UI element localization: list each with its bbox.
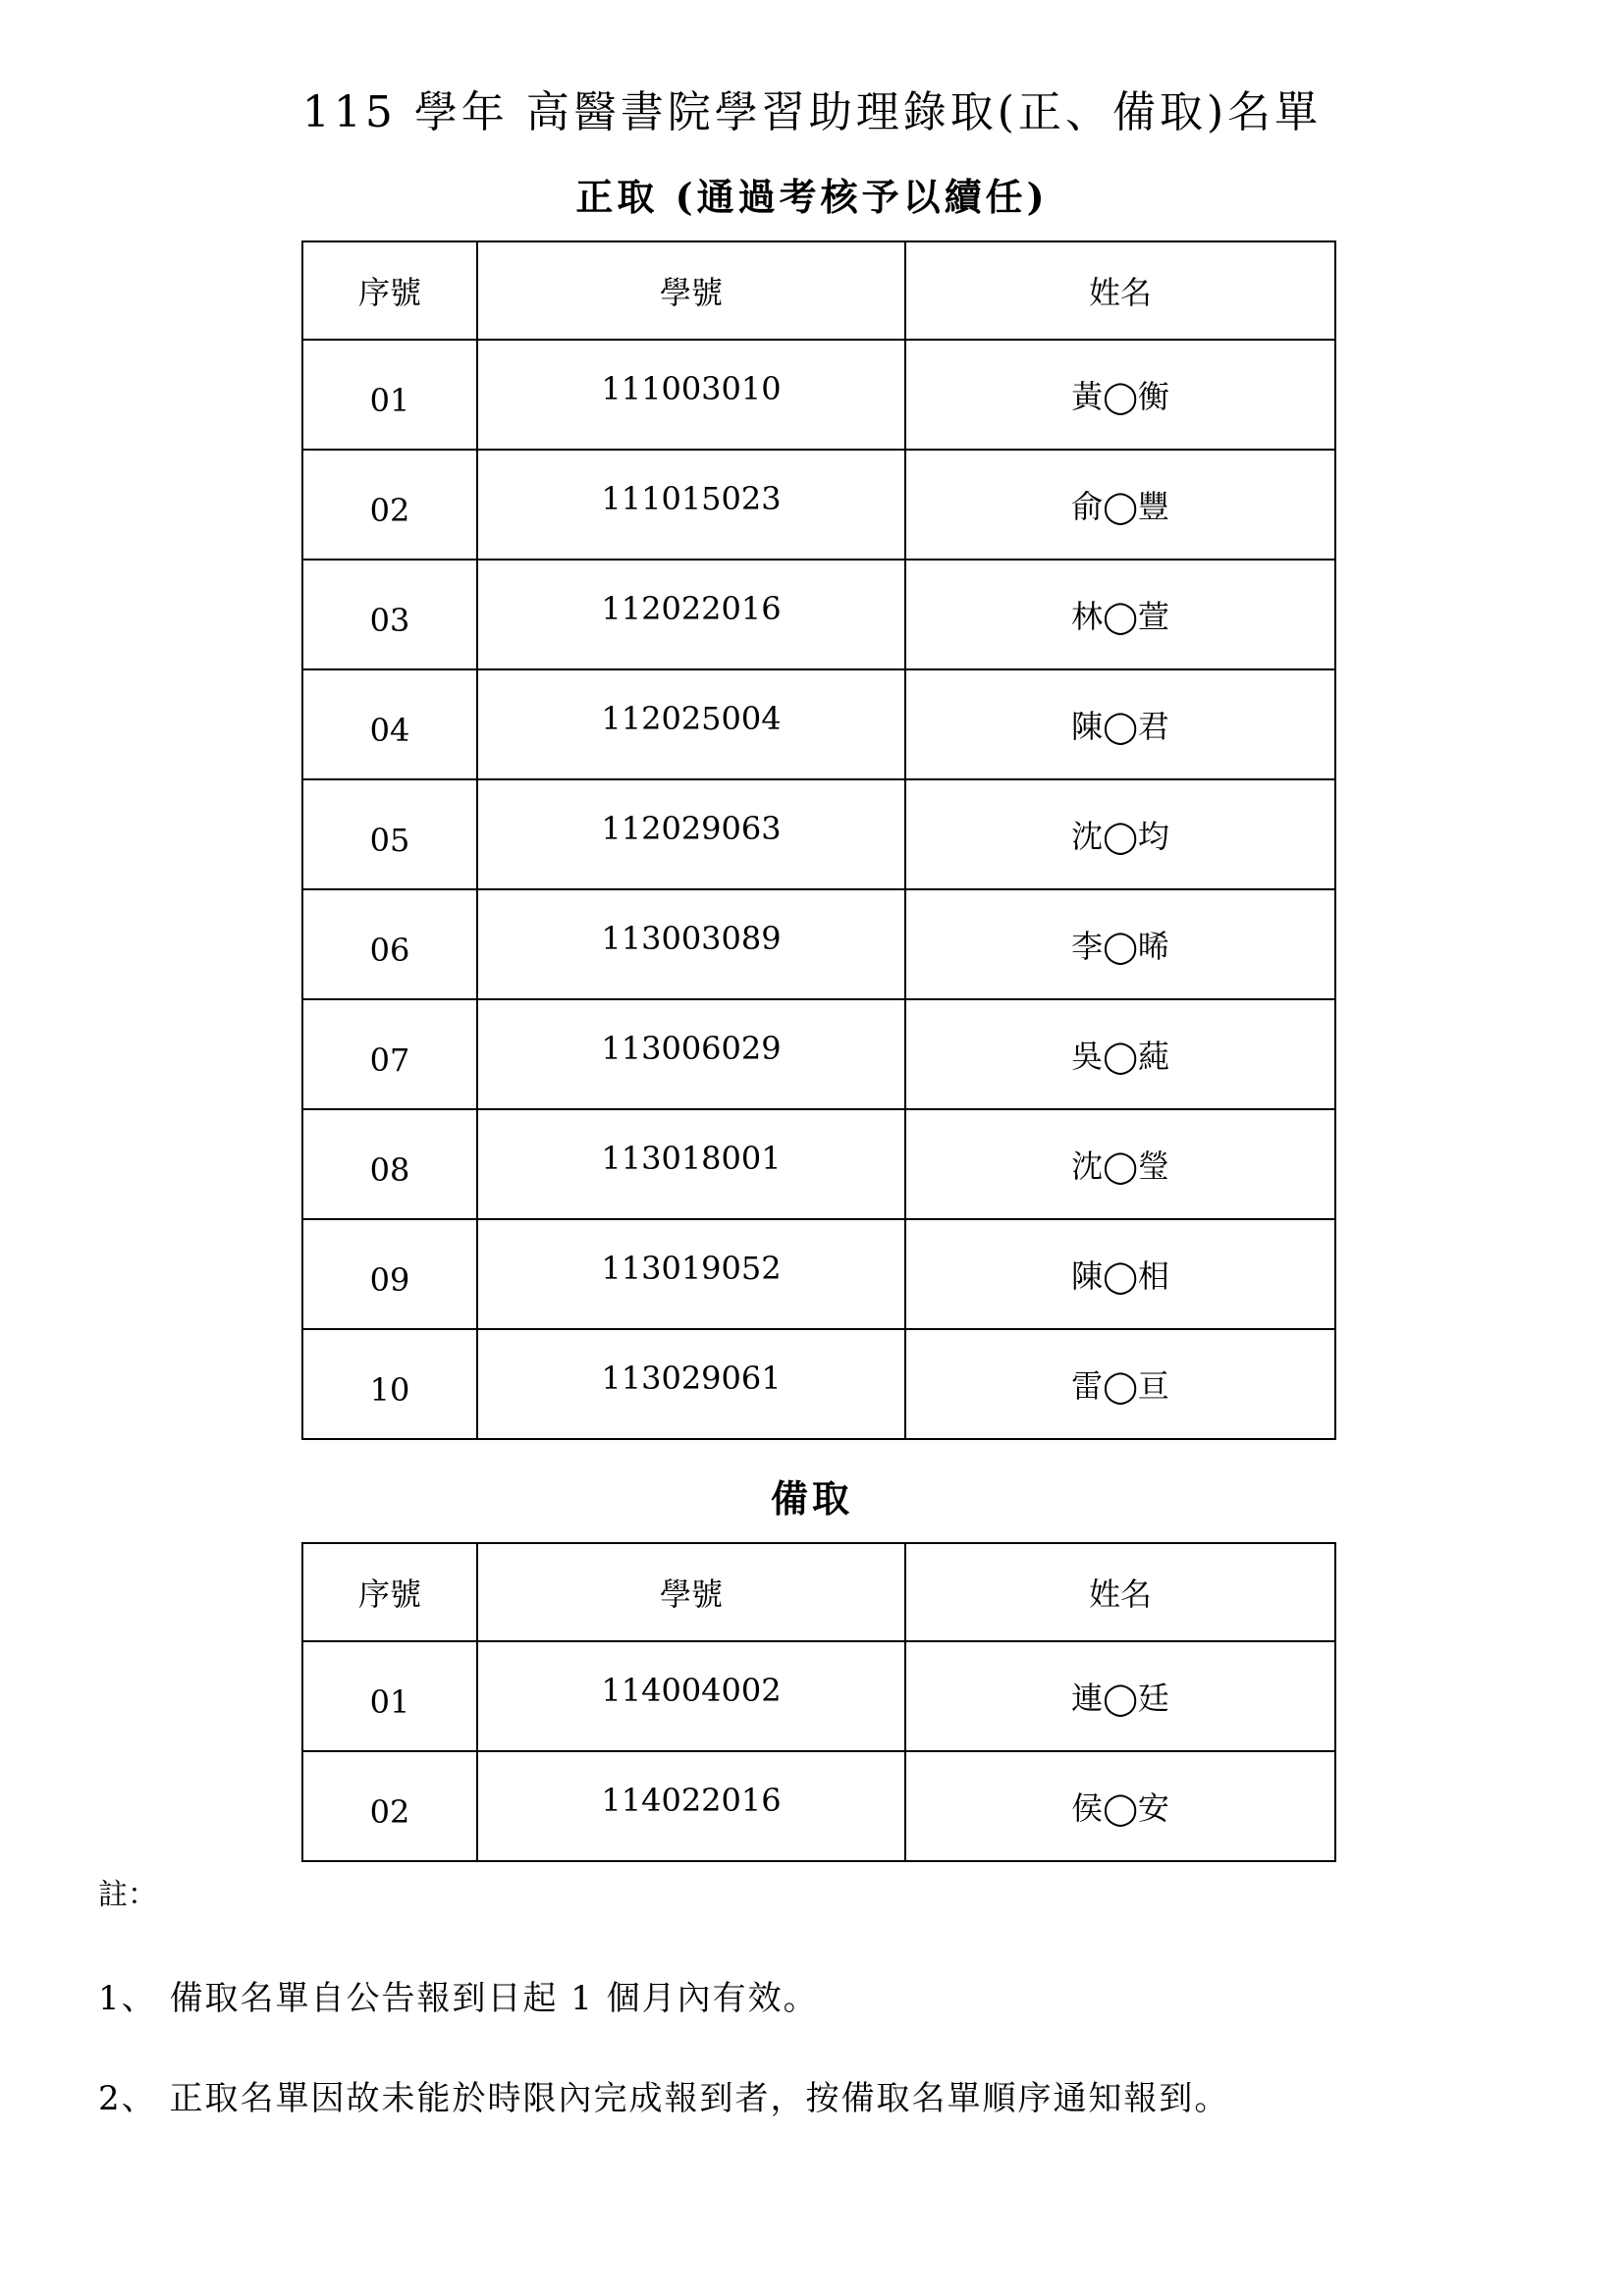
cell-student-id: 114022016 bbox=[477, 1751, 905, 1861]
table-row bbox=[302, 560, 1335, 669]
column-header-number: 序號 bbox=[302, 1543, 477, 1641]
table-row bbox=[302, 1329, 1335, 1439]
cell-name: 黃◯衡 bbox=[905, 340, 1335, 450]
cell-student-id: 111003010 bbox=[477, 340, 905, 450]
column-header-name: 姓名 bbox=[905, 241, 1335, 340]
table-header-row bbox=[302, 241, 1335, 340]
column-header-name: 姓名 bbox=[905, 1543, 1335, 1641]
waitlist-rows bbox=[302, 1641, 1335, 1861]
cell-number: 07 bbox=[302, 999, 477, 1109]
cell-student-id: 113019052 bbox=[477, 1219, 905, 1329]
cell-number: 03 bbox=[302, 560, 477, 669]
cell-student-id: 112025004 bbox=[477, 669, 905, 779]
note-item: 1、 備取名單自公告報到日起 1 個月內有效。 bbox=[98, 1979, 819, 2018]
cell-student-id: 112029063 bbox=[477, 779, 905, 889]
waitlist-table bbox=[301, 1542, 1336, 1862]
document-title: 115 學年 高醫書院學習助理錄取(正、備取)名單 bbox=[301, 87, 1323, 137]
cell-number: 05 bbox=[302, 779, 477, 889]
cell-student-id: 114004002 bbox=[477, 1641, 905, 1751]
column-header-student-id: 學號 bbox=[477, 1543, 905, 1641]
cell-number: 08 bbox=[302, 1109, 477, 1219]
table-row bbox=[302, 340, 1335, 450]
table-row bbox=[302, 779, 1335, 889]
notes-label: 註： bbox=[98, 1878, 157, 1912]
regular-admission-rows bbox=[302, 340, 1335, 1439]
cell-name: 李◯晞 bbox=[905, 889, 1335, 999]
cell-name: 沈◯瑩 bbox=[905, 1109, 1335, 1219]
cell-number: 06 bbox=[302, 889, 477, 999]
cell-number: 04 bbox=[302, 669, 477, 779]
cell-number: 01 bbox=[302, 1641, 477, 1751]
cell-number: 02 bbox=[302, 450, 477, 560]
cell-student-id: 113003089 bbox=[477, 889, 905, 999]
cell-number: 01 bbox=[302, 340, 477, 450]
regular-admission-heading: 正取 (通過考核予以續任) bbox=[575, 175, 1049, 219]
waitlist-heading: 備取 bbox=[770, 1476, 853, 1521]
cell-student-id: 113018001 bbox=[477, 1109, 905, 1219]
cell-name: 林◯萱 bbox=[905, 560, 1335, 669]
cell-student-id: 111015023 bbox=[477, 450, 905, 560]
cell-name: 侯◯安 bbox=[905, 1751, 1335, 1861]
cell-student-id: 113006029 bbox=[477, 999, 905, 1109]
table-row bbox=[302, 999, 1335, 1109]
cell-number: 02 bbox=[302, 1751, 477, 1861]
cell-student-id: 113029061 bbox=[477, 1329, 905, 1439]
cell-number: 09 bbox=[302, 1219, 477, 1329]
cell-student-id: 112022016 bbox=[477, 560, 905, 669]
table-row bbox=[302, 1219, 1335, 1329]
cell-name: 吳◯蒓 bbox=[905, 999, 1335, 1109]
cell-name: 陳◯相 bbox=[905, 1219, 1335, 1329]
cell-name: 沈◯均 bbox=[905, 779, 1335, 889]
table-row bbox=[302, 1641, 1335, 1751]
note-item: 2、 正取名單因故未能於時限內完成報到者，按備取名單順序通知報到。 bbox=[98, 2079, 1230, 2118]
column-header-student-id: 學號 bbox=[477, 241, 905, 340]
cell-name: 俞◯豐 bbox=[905, 450, 1335, 560]
regular-admission-table bbox=[301, 240, 1336, 1440]
table-row bbox=[302, 889, 1335, 999]
cell-name: 雷◯亘 bbox=[905, 1329, 1335, 1439]
table-row bbox=[302, 1751, 1335, 1861]
cell-number: 10 bbox=[302, 1329, 477, 1439]
cell-name: 陳◯君 bbox=[905, 669, 1335, 779]
table-row bbox=[302, 450, 1335, 560]
column-header-number: 序號 bbox=[302, 241, 477, 340]
table-row bbox=[302, 669, 1335, 779]
cell-name: 連◯廷 bbox=[905, 1641, 1335, 1751]
table-row bbox=[302, 1109, 1335, 1219]
table-header-row bbox=[302, 1543, 1335, 1641]
